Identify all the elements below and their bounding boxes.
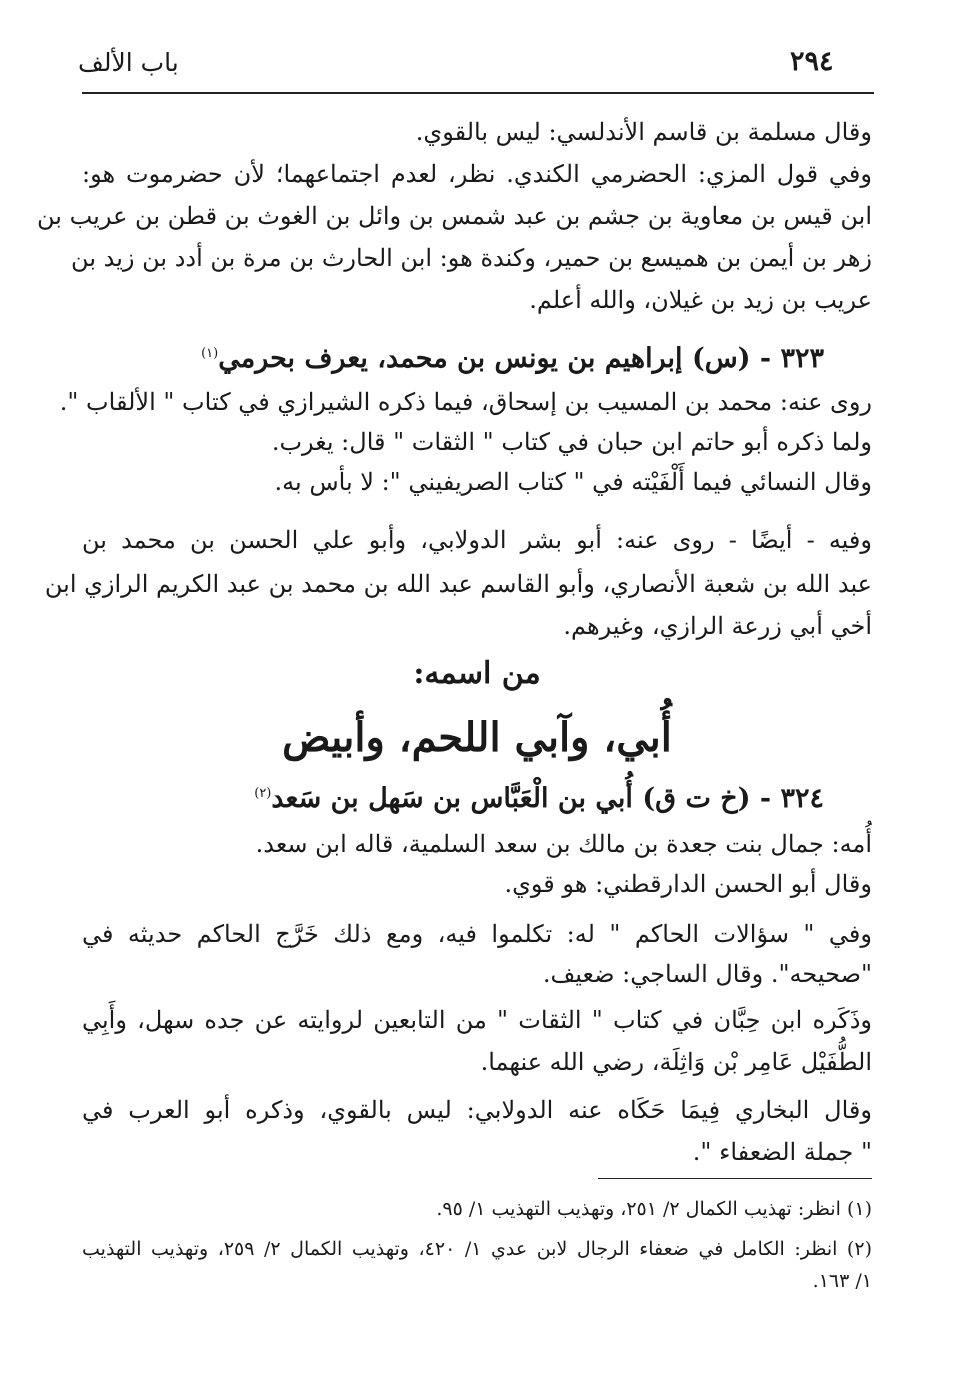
entry-324-line: وفي " سؤالات الحاكم " له: تكلموا فيه، ومع ذلك خَرَّج الحاكم حديثه في — [82, 920, 872, 948]
entry-324-line: وقال أبو الحسن الدارقطني: هو قوي. — [504, 870, 872, 898]
entry-323-line: وفيه - أيضًا - روى عنه: أبو بشر الدولابي، وأبو علي الحسن بن محمد بن — [82, 526, 872, 554]
entry-324-title — [82, 776, 824, 812]
header-rule — [82, 92, 874, 94]
section-heading: من اسمه: — [413, 656, 541, 691]
footnote: (٢) انظر: الكامل في ضعفاء الرجال لابن عدي ١/ ٤٢٠، وتهذيب الكمال ٢/ ٢٥٩، وتهذيب التهذيب — [82, 1238, 872, 1260]
entry-324-line: " جملة الضعفاء ". — [692, 1138, 872, 1166]
body-line: وقال مسلمة بن قاسم الأندلسي: ليس بالقوي. — [415, 118, 872, 146]
entry-324-line: "صحيحه". وقال الساجي: ضعيف. — [542, 960, 872, 988]
entry-323-line: عبد الله بن شعبة الأنصاري، وأبو القاسم عبد الله بن محمد بن عبد الكريم الرازي ابن — [44, 570, 872, 598]
section-title: أُبي، وآبي اللحم، وأبيض — [282, 714, 672, 761]
entry-323-line: ولما ذكره أبو حاتم ابن حبان في كتاب " الثقات " قال: يغرب. — [271, 428, 872, 456]
body-line: عريب بن زيد بن غيلان، والله أعلم. — [529, 286, 872, 314]
footnote: (١) انظر: تهذيب الكمال ٢/ ٢٥١، وتهذيب التهذيب ١/ ٩٥. — [436, 1198, 872, 1220]
entry-323-heading: ٣٢٣ - (س) إبراهيم بن يونس بن محمد، يعرف بحرمي — [218, 343, 824, 374]
body-line: زهر بن أيمن بن هميسع بن حمير، وكندة هو: ابن الحارث بن مرة بن أدد بن زيد بن — [71, 244, 872, 272]
page-number: ٢٩٤ — [790, 46, 834, 77]
footnote-rule — [598, 1178, 872, 1179]
footnote-ref-1: (١) — [201, 346, 219, 361]
entry-324-line: وقال البخاري فِيمَا حَكَاه عنه الدولابي: ليس بالقوي، وذكره أبو العرب في — [82, 1096, 872, 1124]
entry-323-line: أخي أبي زرعة الرازي، وغيرهم. — [563, 612, 872, 640]
footnote: ١/ ١٦٣. — [812, 1270, 872, 1292]
body-line: ابن قيس بن معاوية بن جشم بن عبد شمس بن وائل بن الغوث بن قطن بن عريب بن — [37, 202, 872, 230]
entry-324-line: الطُّفَيْل عَامِر بْن وَاثِلَة، رضي الله عنهما. — [480, 1048, 872, 1076]
entry-323-title — [82, 336, 824, 372]
entry-324-heading: ٣٢٤ - (خ ت ق) أُبي بن الْعَبَّاس بن سَهل بن سَعد — [271, 783, 824, 814]
body-line: وفي قول المزي: الحضرمي الكندي. نظر، لعدم اجتماعهما؛ لأن حضرموت هو: — [82, 160, 872, 188]
entry-324-line: وذَكَره ابن حِبَّان في كتاب " الثقات " من التابعين لروايته عن جده سهل، وأَبِي — [82, 1006, 872, 1034]
entry-323-line: روى عنه: محمد بن المسيب بن إسحاق، فيما ذكره الشيرازي في كتاب " الألقاب ". — [59, 388, 872, 416]
chapter-title: باب الألف — [78, 48, 179, 77]
entry-324-line: أُمه: جمال بنت جعدة بن مالك بن سعد السلمية، قاله ابن سعد. — [255, 830, 872, 858]
entry-323-line: وقال النسائي فيما أَلْفَيْته في " كتاب الصريفيني ": لا بأس به. — [274, 468, 872, 496]
footnote-ref-2: (٢) — [254, 786, 272, 801]
